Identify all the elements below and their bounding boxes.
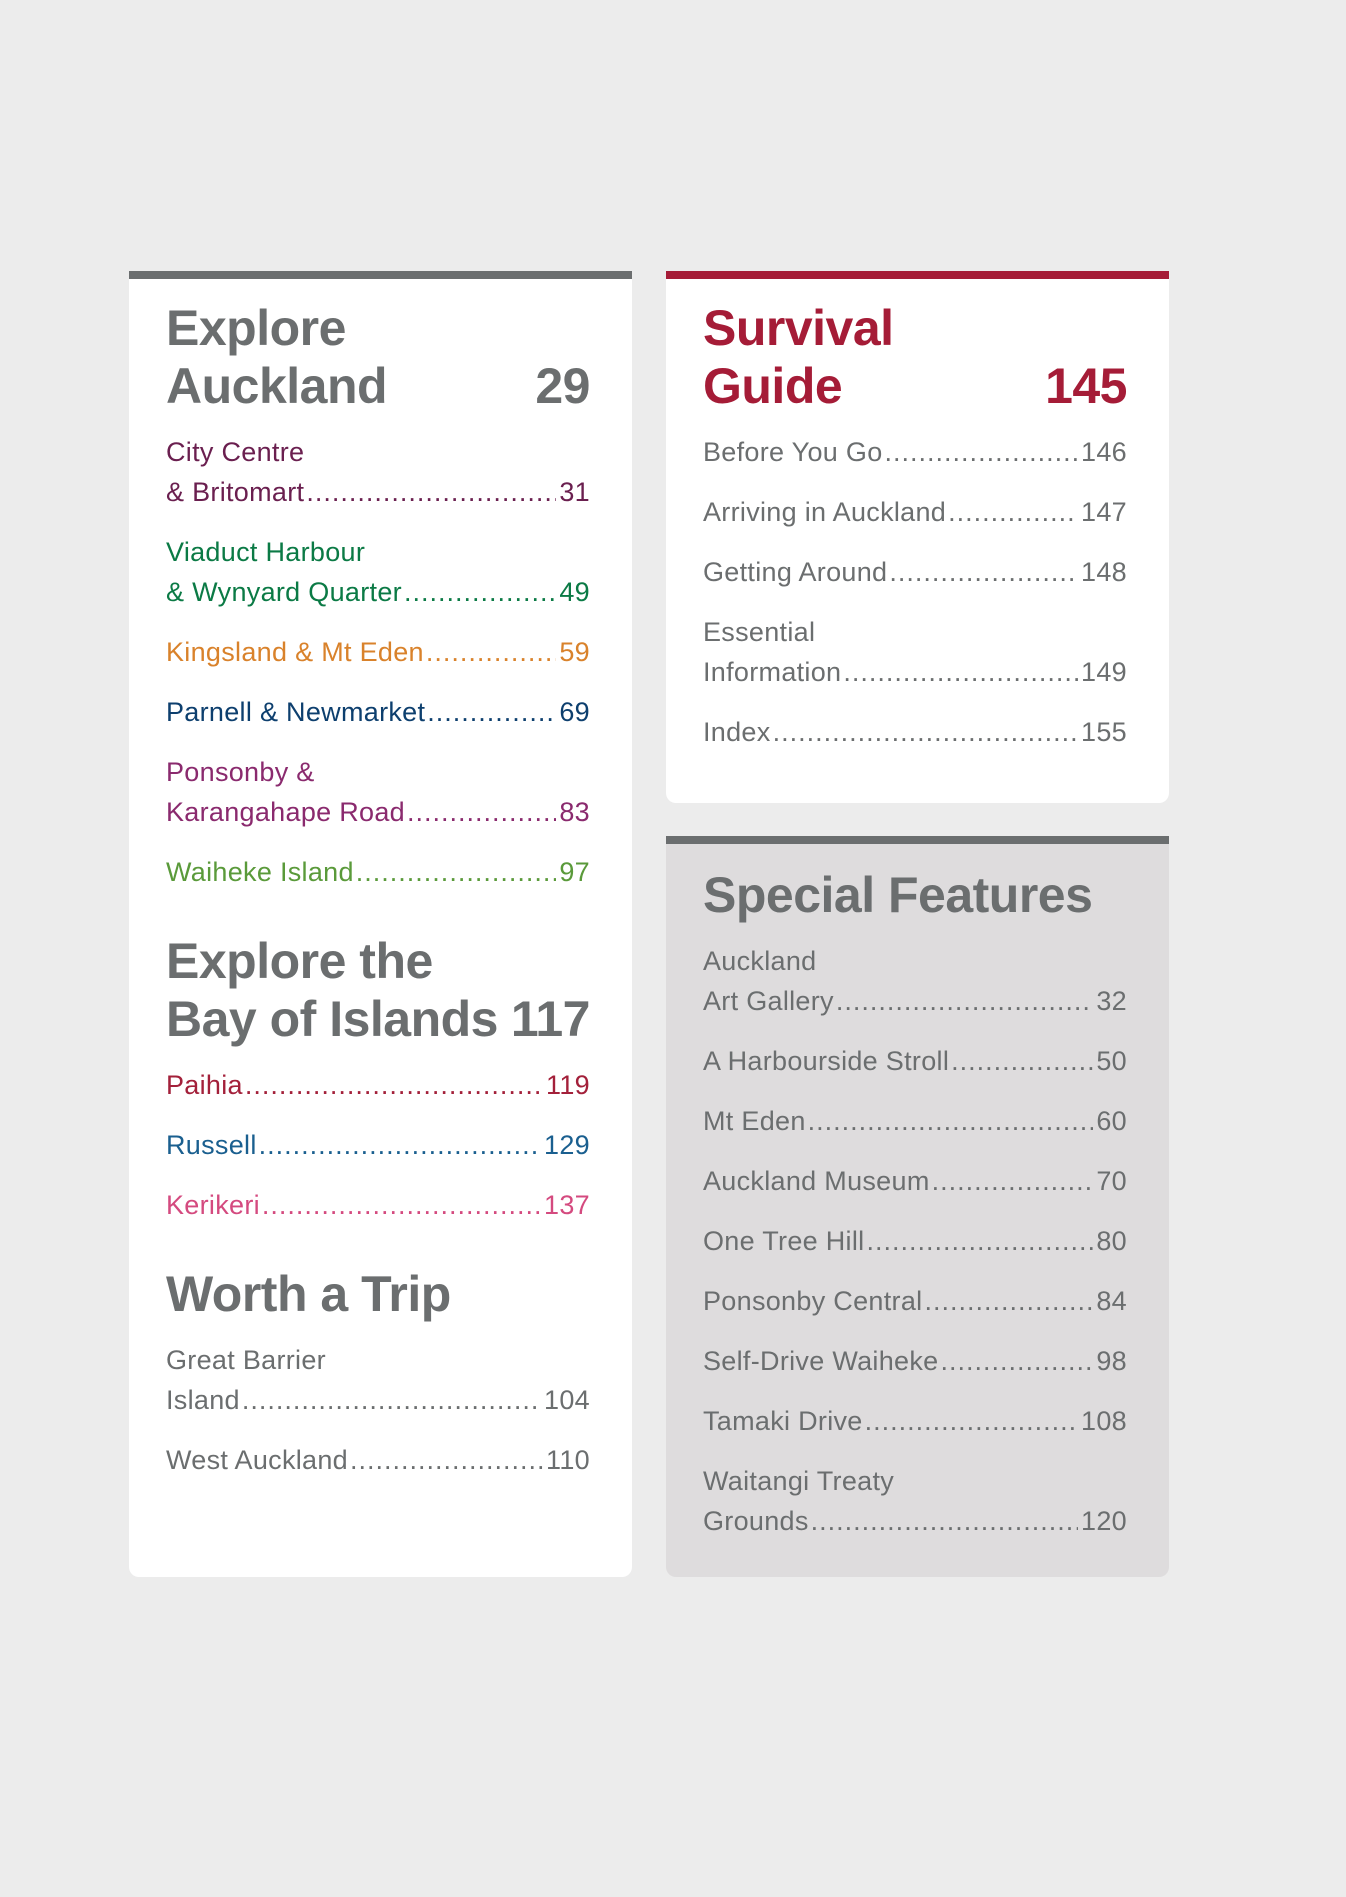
entry-last-line [166,1185,590,1225]
entry-text: Art Gallery [703,986,834,1016]
heading-line [166,932,590,990]
entry-last-line [703,492,1127,532]
entry-text: Waitangi Treaty [703,1466,895,1496]
entry-last-line [166,852,590,892]
heading-text: Explore the [166,933,433,989]
entry-last-line [166,472,590,512]
heading-page-number: 145 [1045,358,1127,414]
heading-text: Special Features [703,867,1093,923]
dot-leader [350,1440,543,1480]
toc-entry[interactable] [703,1401,1127,1441]
dot-leader [811,1501,1078,1541]
entry-last-line [703,1501,1127,1541]
entry-page-number: 98 [1096,1346,1127,1376]
entry-last-line [703,1281,1127,1321]
entry-text: Getting Around [703,557,888,587]
dot-leader [259,1125,541,1165]
dot-leader [865,1401,1078,1441]
entry-page-number: 60 [1096,1106,1127,1136]
section-heading [703,299,1127,415]
entry-page-number: 59 [559,637,590,667]
entry-last-line [703,1041,1127,1081]
entry-last-line [703,1221,1127,1261]
toc-entry[interactable] [166,1065,590,1105]
section-heading [166,932,590,1048]
entry-last-line [166,792,590,832]
dot-leader [262,1185,541,1225]
entry-text: Self-Drive Waiheke [703,1346,939,1376]
dot-leader [407,792,556,832]
heading-text: Guide [703,358,843,414]
entry-page-number: 137 [544,1190,590,1220]
entry-page-number: 149 [1081,657,1127,687]
toc-entry[interactable] [166,1340,590,1420]
toc-entry[interactable] [703,1041,1127,1081]
toc-section [703,866,1127,1541]
entry-text: & Wynyard Quarter [166,577,402,607]
entry-text: Ponsonby & [166,757,315,787]
toc-entry[interactable] [703,712,1127,752]
entry-text: Waiheke Island [166,857,354,887]
toc-entry[interactable] [703,1461,1127,1541]
entry-text: City Centre [166,437,305,467]
toc-entry[interactable] [166,532,590,612]
section-heading [166,1265,590,1323]
entry-text: West Auckland [166,1445,348,1475]
dot-leader [889,552,1078,592]
dot-leader [426,632,557,672]
entry-text: Russell [166,1130,257,1160]
entry-last-line [166,1380,590,1420]
entry-page-number: 84 [1096,1286,1127,1316]
heading-line [703,866,1127,924]
entry-last-line [703,981,1127,1021]
dot-leader [843,652,1078,692]
toc-entry[interactable] [166,752,590,832]
entry-text: Tamaki Drive [703,1406,863,1436]
toc-entry[interactable] [703,432,1127,472]
entry-text: One Tree Hill [703,1226,865,1256]
dot-leader [242,1380,541,1420]
toc-entry[interactable] [703,1341,1127,1381]
toc-section [166,1265,590,1480]
dot-leader [808,1101,1094,1141]
entry-text: Auckland Museum [703,1166,930,1196]
toc-entry[interactable] [703,1161,1127,1201]
entry-last-line [166,572,590,612]
entry-text: Viaduct Harbour [166,537,366,567]
entry-last-line [703,552,1127,592]
toc-entry[interactable] [703,1221,1127,1261]
entry-text: Mt Eden [703,1106,806,1136]
entry-page-number: 110 [546,1445,590,1475]
entry-page-number: 146 [1081,437,1127,467]
dot-leader [356,852,557,892]
entry-page-number: 97 [559,857,590,887]
special-features-panel [666,836,1169,1577]
toc-entry[interactable] [703,941,1127,1021]
entry-text: Kingsland & Mt Eden [166,637,424,667]
entry-text: Ponsonby Central [703,1286,923,1316]
entry-page-number: 119 [546,1070,590,1100]
toc-section [166,932,590,1225]
dot-leader [948,492,1078,532]
entry-last-line [703,432,1127,472]
toc-entry[interactable] [703,612,1127,692]
entry-text: Grounds [703,1506,809,1536]
heading-page-number: 29 [535,358,590,414]
entry-page-number: 69 [559,697,590,727]
entry-last-line [703,1401,1127,1441]
heading-line [166,357,590,415]
section-heading [166,299,590,415]
toc-entry[interactable] [166,632,590,672]
toc-entry[interactable] [703,1281,1127,1321]
entry-text: Information [703,657,842,687]
entry-text: Essential [703,617,816,647]
entry-page-number: 50 [1096,1046,1127,1076]
dot-leader [306,472,556,512]
toc-entry[interactable] [166,432,590,512]
entry-text: Great Barrier [166,1345,326,1375]
entry-last-line [166,1125,590,1165]
dot-leader [773,712,1078,752]
entry-text: Before You Go [703,437,883,467]
entry-page-number: 83 [559,797,590,827]
entry-page-number: 120 [1081,1506,1127,1536]
entry-last-line [703,1101,1127,1141]
explore-panel [129,271,632,1577]
dot-leader [404,572,556,612]
heading-line [703,299,1127,357]
dot-leader [932,1161,1094,1201]
entry-last-line [703,1161,1127,1201]
entry-text: & Britomart [166,477,305,507]
toc-section [703,299,1127,752]
heading-line [703,357,1127,415]
entry-last-line [166,692,590,732]
entry-page-number: 108 [1081,1406,1127,1436]
survival-guide-panel [666,271,1169,803]
entry-page-number: 155 [1081,717,1127,747]
dot-leader [836,981,1094,1021]
entry-text: Auckland [703,946,817,976]
dot-leader [427,692,556,732]
entry-last-line [703,652,1127,692]
heading-line [166,990,590,1048]
entry-text: Kerikeri [166,1190,260,1220]
heading-text: Survival [703,300,894,356]
entry-page-number: 129 [544,1130,590,1160]
entry-page-number: 148 [1081,557,1127,587]
heading-page-number: 117 [510,991,590,1047]
entry-page-number: 104 [544,1385,590,1415]
dot-leader [940,1341,1093,1381]
toc-entry[interactable] [703,1101,1127,1141]
heading-text: Worth a Trip [166,1266,451,1322]
entry-last-line [703,1341,1127,1381]
entry-text: Island [166,1385,240,1415]
entry-text: A Harbourside Stroll [703,1046,950,1076]
entry-text: Index [703,717,771,747]
toc-entry[interactable] [703,492,1127,532]
dot-leader [866,1221,1093,1261]
entry-last-line [166,632,590,672]
section-heading [703,866,1127,924]
toc-entry[interactable] [166,1185,590,1225]
entry-text: Paihia [166,1070,243,1100]
entry-page-number: 31 [559,477,590,507]
entry-text: Parnell & Newmarket [166,697,426,727]
entry-page-number: 80 [1096,1226,1127,1256]
dot-leader [924,1281,1093,1321]
dot-leader [951,1041,1093,1081]
toc-section [166,299,590,892]
heading-line [166,299,590,357]
toc-entry[interactable] [166,852,590,892]
toc-entry[interactable] [166,692,590,732]
heading-line [166,1265,590,1323]
entry-text: Karangahape Road [166,797,405,827]
entry-last-line [166,1065,590,1105]
toc-entry[interactable] [703,552,1127,592]
entry-page-number: 70 [1096,1166,1127,1196]
entry-text: Arriving in Auckland [703,497,947,527]
heading-text: Auckland [166,358,388,414]
entry-last-line [166,1440,590,1480]
heading-text: Explore [166,300,346,356]
entry-page-number: 49 [559,577,590,607]
toc-entry[interactable] [166,1125,590,1165]
entry-page-number: 147 [1081,497,1127,527]
dot-leader [885,432,1079,472]
entry-page-number: 32 [1096,986,1127,1016]
dot-leader [245,1065,543,1105]
heading-text: Bay of Islands [166,991,498,1047]
toc-entry[interactable] [166,1440,590,1480]
entry-last-line [703,712,1127,752]
